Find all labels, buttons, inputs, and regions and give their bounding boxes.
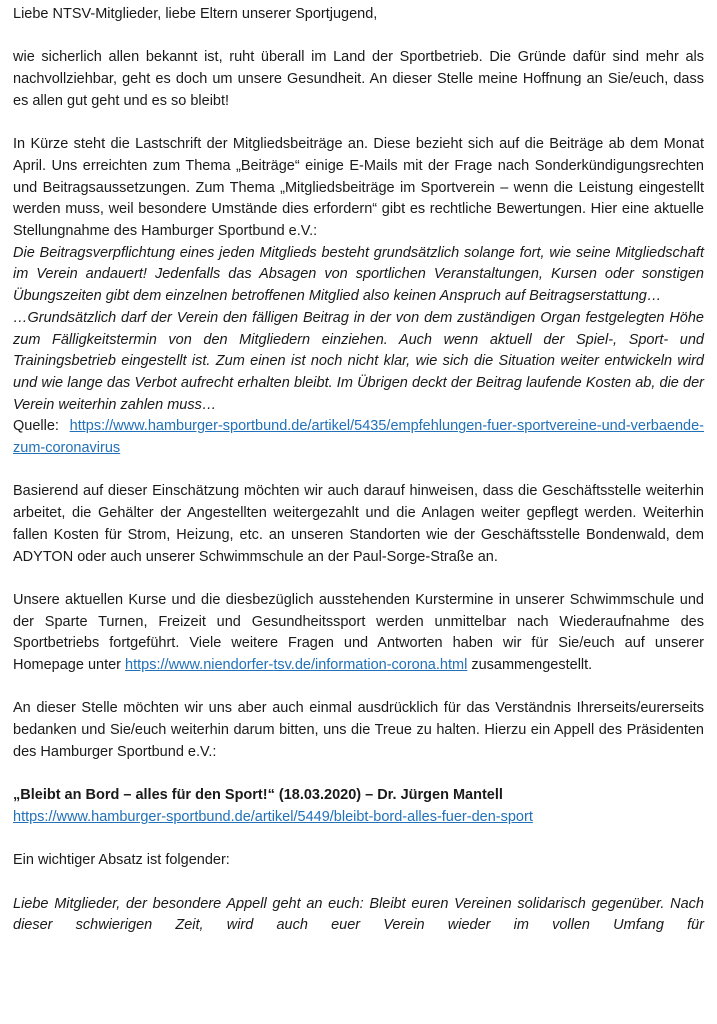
text-run: An dieser Stelle möchten wir uns aber auch einmal ausdrücklich für das Verständnis Ihrerseits/eurerseits bedanken und Sie/euch weiterhin darum bitten, uns die Treue zu halten. Hierzu ein Appell des Präsidenten des Hamburger Sportbund e.V.:: [13, 700, 704, 760]
appeal-headline: [13, 785, 704, 807]
text-run: Liebe NTSV-Mitglieder, liebe Eltern unserer Sportjugend,: [13, 6, 378, 22]
courses-paragraph: [13, 590, 704, 677]
document-body: [13, 4, 704, 937]
text-run: wie sicherlich allen bekannt ist, ruht überall im Land der Sportbetrieb. Die Gründe dafür sind mehr als nachvollziehbar, geht es doch um unsere Gesundheit. An dieser Stelle meine Hoffnung an Sie/euch, dass es allen gut geht und es so bleibt!: [13, 49, 704, 109]
text-run: Die Beitragsverpflichtung eines jeden Mitglieds besteht grundsätzlich solange fort, wie seine Mitgliedschaft im Verein andauert! Jedenfalls das Absagen von sportlichen Veranstaltungen, Kursen oder sonstigen Übungszeiten gibt dem einzelnen betroffenen Mitglied also keinen Anspruch auf Beitragserstattung…: [13, 244, 704, 305]
appeal-link-line: [13, 807, 704, 829]
hsb-statement-part1: [13, 243, 704, 308]
thanks-paragraph: [13, 698, 704, 763]
appeal-quote: [13, 894, 704, 937]
hsb-statement-part2: [13, 308, 704, 417]
text-run: zusammengestellt.: [467, 657, 593, 674]
hyperlink[interactable]: https://www.hamburger-sportbund.de/artikel/5435/empfehlungen-fuer-sportvereine-und-verbaende-zum-coronavirus: [13, 418, 704, 457]
text-run: …Grundsätzlich darf der Verein den fälligen Beitrag in der von dem zuständigen Organ festgelegten Höhe zum Fälligkeitstermin von den Mitgliedern einziehen. Auch wenn aktuell der Spiel-, Sport- und Trainingsbetrieb eingestellt ist. Zum einen ist noch nicht klar, wie sich die Situation weiter entwickeln wird und wie lange das Verbot aufrecht erhalten bleibt. Im Übrigen deckt der Beitrag laufende Kosten ab, die der Verein weiterhin zahlen muss…: [13, 309, 704, 413]
text-run: Quelle:: [13, 418, 70, 435]
hyperlink[interactable]: https://www.hamburger-sportbund.de/artikel/5449/bleibt-bord-alles-fuer-den-sport: [13, 808, 533, 825]
text-run: Liebe Mitglieder, der besondere Appell geht an euch: Bleibt euren Vereinen solidarisch gegenüber. Nach dieser schwierigen Zeit, wird auch euer Verein wieder im vollen Umfang für: [13, 895, 704, 934]
hyperlink[interactable]: https://www.niendorfer-tsv.de/information-corona.html: [125, 657, 468, 674]
text-run: Unsere aktuellen Kurse und die diesbezüglich ausstehenden Kurstermine in unserer Schwimmschule und der Sparte Turnen, Freizeit und Gesundheitssport werden unmittelbar nach Wiederaufnahme des Sportbetriebs fortgeführt. Viele weitere Fragen und Antworten haben wir für Sie/euch auf unserer Homepage unter: [13, 591, 704, 674]
fees-paragraph: [13, 134, 704, 243]
operations-paragraph: [13, 481, 704, 568]
source-line: [13, 416, 704, 459]
text-run: Ein wichtiger Absatz ist folgender:: [13, 852, 230, 869]
text-run: „Bleibt an Bord – alles für den Sport!“ (18.03.2020) – Dr. Jürgen Mantell: [13, 787, 503, 804]
important-note: [13, 850, 704, 872]
text-run: Basierend auf dieser Einschätzung möchten wir auch darauf hinweisen, dass die Geschäftsstelle weiterhin arbeitet, die Gehälter der Angestellten weitergezahlt und die Anlagen weiter gepflegt werden. Weiterhin fallen Kosten für Strom, Heizung, etc. an unseren Standorten wie der Geschäftsstelle Bondenwald, dem ADYTON oder auch unserer Schwimmschule an der Paul-Sorge-Straße an.: [13, 483, 704, 565]
intro-paragraph: [13, 47, 704, 112]
text-run: In Kürze steht die Lastschrift der Mitgliedsbeiträge an. Diese bezieht sich auf die Beiträge ab dem Monat April. Uns erreichten zum Thema „Beiträge“ einige E-Mails mit der Frage nach Sonderkündigungsrechten und Beitragsaussetzungen. Zum Thema „Mitgliedsbeiträge im Sportverein – wenn die Leistung eingestellt werden muss, weil besondere Umstände dies erfordern“ gibt es rechtliche Bewertungen. Hier eine aktuelle Stellungnahme des Hamburger Sportbund e.V.:: [13, 136, 704, 239]
salutation: [13, 4, 704, 26]
